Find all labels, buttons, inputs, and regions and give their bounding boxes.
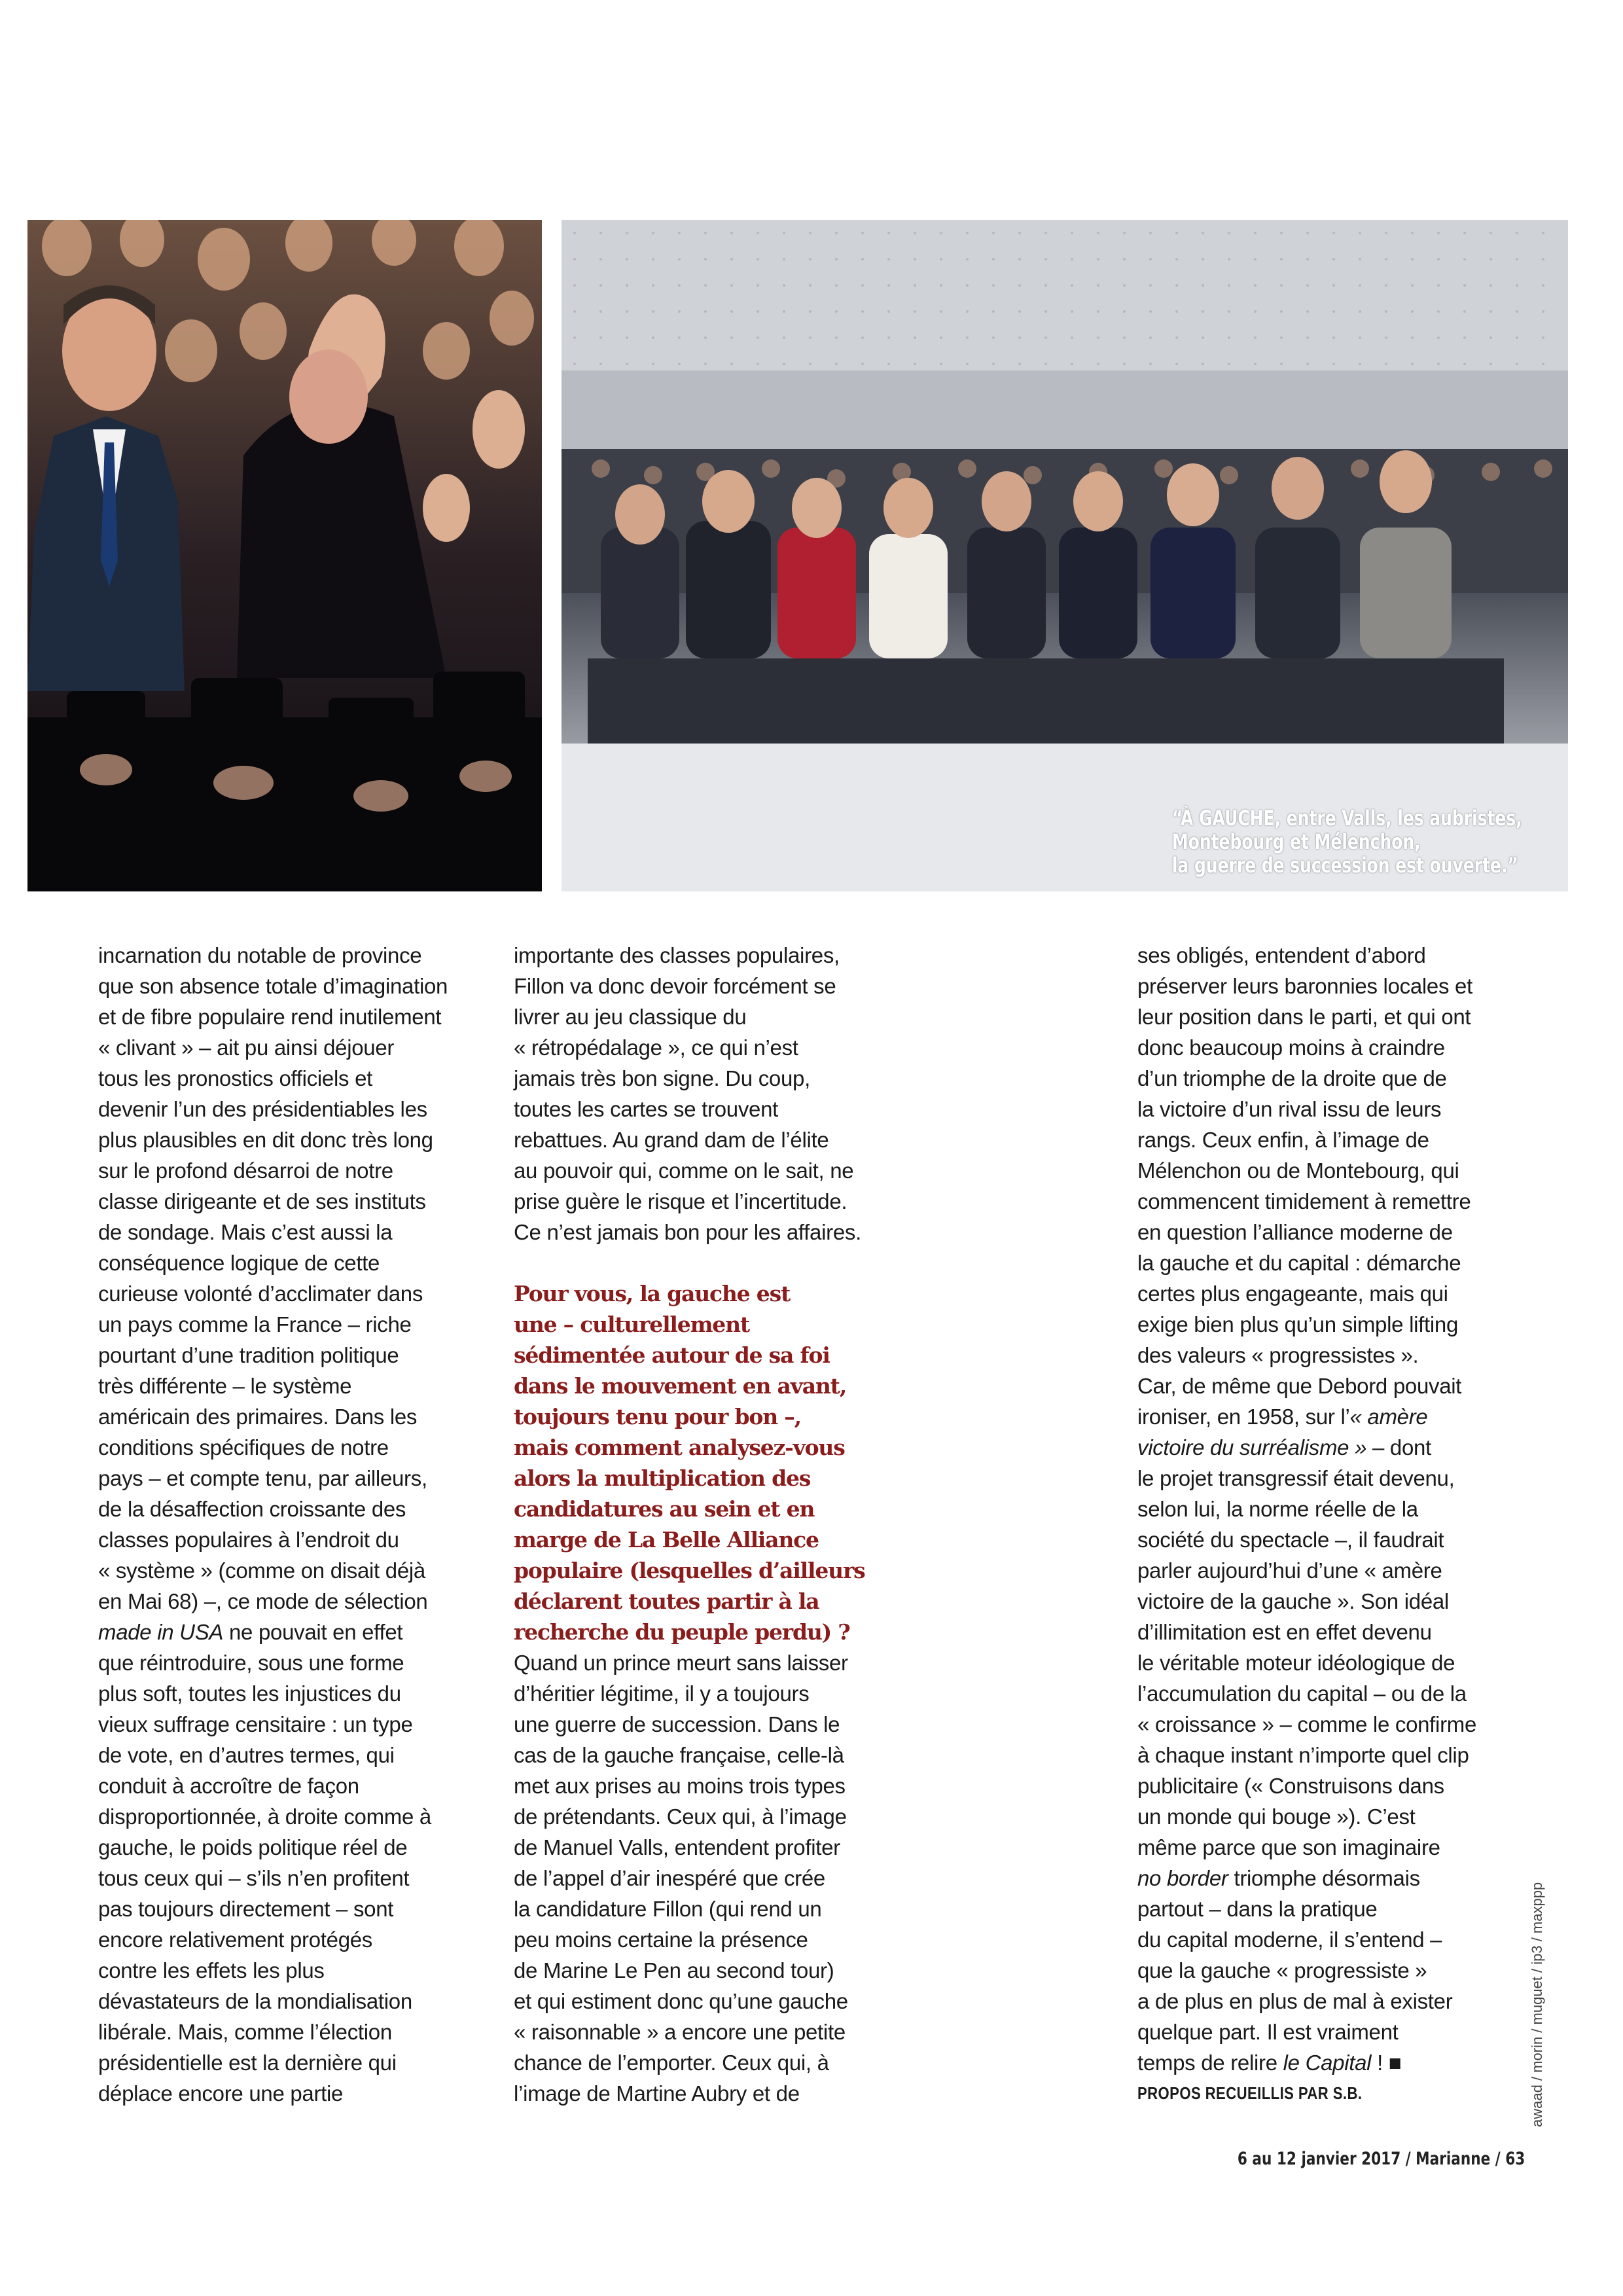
caption-line-3: la guerre de succession est ouverte.”: [1172, 853, 1519, 878]
text-line: à chaque instant n’importe quel clip: [1137, 1743, 1469, 1767]
text-line: [1137, 1863, 1543, 1893]
text-line: présidentielle est la dernière qui: [98, 2051, 397, 2075]
photo-credit: [1529, 1865, 1545, 2127]
text-line: commencent timidement à remettre: [1137, 1189, 1471, 1213]
text-line: jamais très bon signe. Du coup,: [514, 1066, 810, 1090]
politicians-seated-photo: [562, 220, 1568, 891]
text-line: selon lui, la norme réelle de la: [1137, 1497, 1418, 1521]
text-line: une guerre de succession. Dans le: [514, 1712, 840, 1736]
text-line: et qui estiment donc qu’une gauche: [514, 1989, 848, 2013]
text-line: des valeurs « progressistes ».: [1137, 1343, 1419, 1367]
text-line: gauche, le poids politique réel de: [98, 1835, 408, 1859]
text-line: « croissance » – comme le confirme: [1137, 1712, 1477, 1736]
text-line: un pays comme la France – riche: [98, 1312, 412, 1336]
text-line: Quand un prince meurt sans laisser: [514, 1651, 848, 1675]
crowd-photo: [27, 220, 542, 891]
question-line: recherche du peuple perdu) ?: [514, 1619, 850, 1645]
question-line: marge de La Belle Alliance: [514, 1527, 819, 1552]
text-line: le véritable moteur idéologique de: [1137, 1651, 1455, 1675]
text-line: libérale. Mais, comme l’élection: [98, 2020, 392, 2044]
text-line: met aux prises au moins trois types: [514, 1774, 846, 1798]
text-line: toutes les cartes se trouvent: [514, 1097, 779, 1121]
text-line: [98, 1617, 491, 1647]
text-fragment: – dont: [1366, 1435, 1431, 1460]
text-line: pourtant d’une tradition politique: [98, 1343, 399, 1367]
question-line: sédimentée autour de sa foi: [514, 1342, 830, 1368]
text-line: l’image de Martine Aubry et de: [514, 2081, 800, 2106]
text-line: la gauche et du capital : démarche: [1137, 1251, 1461, 1275]
text-line: dévastateurs de la mondialisation: [98, 1989, 412, 2013]
text-fragment: triomphe désormais: [1228, 1866, 1420, 1890]
question-line: alors la multiplication des: [514, 1465, 811, 1491]
text-line: de vote, en d’autres termes, qui: [98, 1743, 395, 1767]
question-line: candidatures au sein et en: [514, 1496, 815, 1522]
text-line: du capital moderne, il s’entend –: [1137, 1928, 1442, 1952]
text-line: et de fibre populaire rend inutilement: [98, 1005, 442, 1029]
text-line: plus soft, toutes les injustices du: [98, 1681, 401, 1706]
text-line: quelque part. Il est vraiment: [1137, 2020, 1399, 2044]
signature: PROPOS RECUEILLIS PAR S.B.: [1137, 2083, 1363, 2103]
text-line: plus plausibles en dit donc très long: [98, 1128, 433, 1152]
col2-paragraph: [514, 940, 906, 1247]
question-line: une – culturellement: [514, 1312, 749, 1337]
text-line: d’illimitation est en effet devenu: [1137, 1620, 1432, 1644]
text-line: la victoire d’un rival issu de leurs: [1137, 1097, 1442, 1121]
col3-paragraph: [1137, 940, 1543, 2109]
text-line: [1137, 2047, 1543, 2078]
crowd-photo-illustration: [27, 220, 542, 891]
text-line: leur position dans le parti, et qui ont: [1137, 1005, 1471, 1029]
text-line: contre les effets les plus: [98, 1958, 325, 1982]
text-line: de Marine Le Pen au second tour): [514, 1958, 834, 1982]
col1-paragraph: [98, 940, 491, 2109]
caption-lead: “À GAUCHE,: [1172, 806, 1281, 831]
text-line: incarnation du notable de province: [98, 943, 422, 967]
question-line: mais comment analysez-vous: [514, 1435, 845, 1460]
text-line: pas toujours directement – sont: [98, 1897, 394, 1921]
text-line: Ce n’est jamais bon pour les affaires.: [514, 1220, 861, 1244]
text-line: peu moins certaine la présence: [514, 1928, 808, 1952]
text-line: Car, de même que Debord pouvait: [1137, 1374, 1462, 1398]
text-fragment: ne pouvait en effet: [223, 1620, 403, 1644]
text-line: sur le profond désarroi de notre: [98, 1158, 393, 1183]
text-line: disproportionnée, à droite comme à: [98, 1804, 431, 1829]
text-line: en Mai 68) –, ce mode de sélection: [98, 1589, 428, 1613]
article-column-3: [1137, 940, 1543, 2109]
text-fragment: ! ■: [1371, 2051, 1402, 2075]
text-line: vieux suffrage censitaire : un type: [98, 1712, 413, 1736]
text-line: cas de la gauche française, celle-là: [514, 1743, 844, 1767]
text-line: parler aujourd’hui d’une « amère: [1137, 1558, 1442, 1583]
text-line: classe dirigeante et de ses instituts: [98, 1189, 426, 1213]
caption-line-2: Montebourg et Mélenchon,: [1172, 829, 1421, 854]
text-line: très différente – le système: [98, 1374, 352, 1398]
text-line: prise guère le risque et l’incertitude.: [514, 1189, 847, 1213]
text-line: de Manuel Valls, entendent profiter: [514, 1835, 840, 1859]
italic-text: « amère: [1349, 1405, 1428, 1429]
text-line: rangs. Ceux enfin, à l’image de: [1137, 1128, 1429, 1152]
text-line: devenir l’un des présidentiables les: [98, 1097, 427, 1121]
text-line: le projet transgressif était devenu,: [1137, 1466, 1455, 1490]
text-line: société du spectacle –, il faudrait: [1137, 1528, 1444, 1552]
text-line: ses obligés, entendent d’abord: [1137, 943, 1426, 967]
text-line: conditions spécifiques de notre: [98, 1435, 389, 1460]
text-line: d’un triomphe de la droite que de: [1137, 1066, 1447, 1090]
text-line: un monde qui bouge »). C’est: [1137, 1804, 1416, 1829]
question-line: populaire (lesquelles d’ailleurs: [514, 1558, 865, 1583]
text-line: classes populaires à l’endroit du: [98, 1528, 399, 1552]
text-line: a de plus en plus de mal à exister: [1137, 1989, 1453, 2013]
italic-text: le Capital: [1283, 2051, 1372, 2075]
text-line: de l’appel d’air inespéré que crée: [514, 1866, 825, 1890]
text-line: d’héritier légitime, il y a toujours: [514, 1681, 810, 1706]
photo-credit-text: awaad / morin / muguet / ip3 / maxppp: [1529, 1882, 1545, 2127]
text-line: que son absence totale d’imagination: [98, 974, 448, 998]
text-line: « clivant » – ait pu ainsi déjouer: [98, 1035, 395, 1060]
text-line: américain des primaires. Dans les: [98, 1405, 418, 1429]
text-line: livrer au jeu classique du: [514, 1005, 747, 1029]
text-line: victoire de la gauche ». Son idéal: [1137, 1589, 1449, 1613]
text-line: préserver leurs baronnies locales et: [1137, 974, 1472, 998]
text-line: en question l’alliance moderne de: [1137, 1220, 1453, 1244]
question-line: dans le mouvement en avant,: [514, 1373, 847, 1399]
text-line: « raisonnable » a encore une petite: [514, 2020, 846, 2044]
text-line: exige bien plus qu’un simple lifting: [1137, 1312, 1459, 1336]
text-line: importante des classes populaires,: [514, 943, 840, 967]
text-line: [1137, 1401, 1543, 1432]
text-line: de prétendants. Ceux qui, à l’image: [514, 1804, 847, 1829]
text-line: tous ceux qui – s’ils n’en profitent: [98, 1866, 410, 1890]
text-fragment: temps de relire: [1137, 2051, 1283, 2075]
article-column-2: [514, 940, 906, 2109]
col2-answer-paragraph: [514, 1647, 906, 2109]
text-line: curieuse volonté d’acclimater dans: [98, 1282, 423, 1306]
text-line: rebattues. Au grand dam de l’élite: [514, 1128, 829, 1152]
question-line: Pour vous, la gauche est: [514, 1281, 790, 1306]
text-line: que réintroduire, sous une forme: [98, 1651, 404, 1675]
text-line: publicitaire (« Construisons dans: [1137, 1774, 1444, 1798]
question-line: déclarent toutes partir à la: [514, 1588, 819, 1614]
text-line: pays – et compte tenu, par ailleurs,: [98, 1466, 427, 1490]
page-folio: 6 au 12 janvier 2017 / Marianne / 63: [1237, 2149, 1525, 2169]
text-line: la candidature Fillon (qui rend un: [514, 1897, 822, 1921]
text-line: partout – dans la pratique: [1137, 1897, 1378, 1921]
text-line: déplace encore une partie: [98, 2081, 344, 2106]
text-fragment: ironiser, en 1958, sur l’: [1137, 1405, 1350, 1429]
text-line: conduit à accroître de façon: [98, 1774, 359, 1798]
politicians-seated-illustration: [562, 220, 1568, 891]
photo-caption: [1172, 806, 1522, 877]
text-line: de la désaffection croissante des: [98, 1497, 406, 1521]
text-line: tous les pronostics officiels et: [98, 1066, 372, 1090]
text-line: que la gauche « progressiste »: [1137, 1958, 1427, 1982]
article-column-1: [98, 940, 491, 2109]
italic-text: made in USA: [98, 1620, 224, 1644]
text-line: « système » (comme on disait déjà: [98, 1558, 425, 1583]
text-line: [1137, 1432, 1543, 1463]
text-line: chance de l’emporter. Ceux qui, à: [514, 2051, 829, 2075]
interview-question: [514, 1278, 906, 1647]
text-line: conséquence logique de cette: [98, 1251, 380, 1275]
text-line: Mélenchon ou de Montebourg, qui: [1137, 1158, 1459, 1183]
text-line: certes plus engageante, mais qui: [1137, 1282, 1448, 1306]
text-line: « rétropédalage », ce qui n’est: [514, 1035, 798, 1060]
italic-text: victoire du surréalisme »: [1137, 1435, 1367, 1460]
text-line: donc beaucoup moins à craindre: [1137, 1035, 1445, 1060]
text-line: même parce que son imaginaire: [1137, 1835, 1440, 1859]
text-line: Fillon va donc devoir forcément se: [514, 974, 836, 998]
italic-text: no border: [1137, 1866, 1228, 1890]
text-line: l’accumulation du capital – ou de la: [1137, 1681, 1467, 1706]
question-line: toujours tenu pour bon –,: [514, 1404, 801, 1429]
caption-line-1: entre Valls, les aubristes,: [1287, 806, 1522, 831]
text-line: encore relativement protégés: [98, 1928, 373, 1952]
text-line: au pouvoir qui, comme on le sait, ne: [514, 1158, 854, 1183]
text-line: de sondage. Mais c’est aussi la: [98, 1220, 393, 1244]
